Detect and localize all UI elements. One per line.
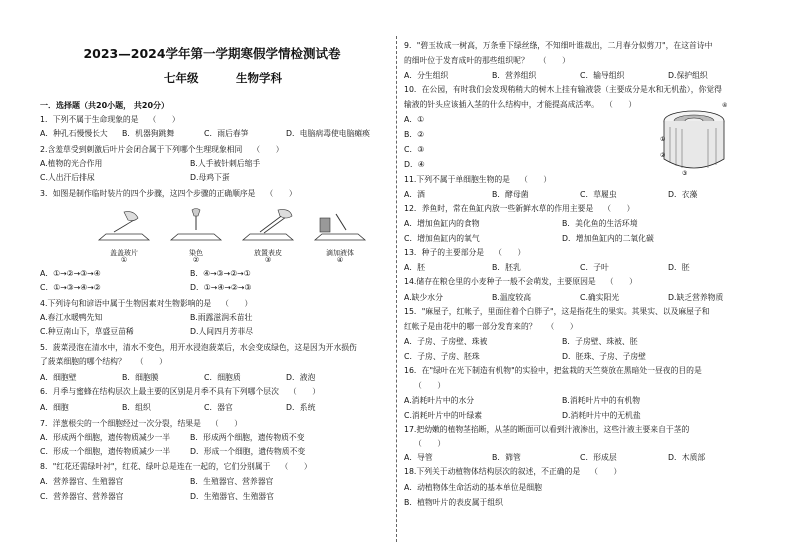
- column-divider: [396, 36, 397, 542]
- answer-option[interactable]: C.人出汗后排尿: [40, 173, 95, 182]
- answer-options: [40, 446, 390, 457]
- answer-option[interactable]: B．细胞膜: [122, 373, 159, 382]
- answer-option[interactable]: D．形成一个细胞，遗传物质不变: [190, 447, 306, 456]
- question-text: 8．"红花还需绿叶衬"，红花、绿叶总是连在一起的，它们分别属于: [40, 462, 271, 471]
- answer-blank: （ ）: [546, 322, 578, 331]
- answer-blank: （ ）: [519, 175, 552, 184]
- answer-blank: （ ）: [605, 277, 637, 286]
- answer-option[interactable]: D.母鸡下蛋: [190, 173, 230, 182]
- question-stem: [40, 188, 390, 199]
- answer-blank: （ ）: [280, 462, 312, 471]
- answer-options: [404, 70, 780, 81]
- cover-slip-icon: [94, 208, 154, 248]
- answer-option[interactable]: B．组织: [122, 403, 151, 412]
- answer-option[interactable]: A．营养器官、生殖器官: [40, 477, 124, 486]
- answer-option[interactable]: C．草履虫: [580, 190, 617, 199]
- answer-option[interactable]: A.春江水暖鸭先知: [40, 313, 103, 322]
- answer-option[interactable]: B．胚乳: [492, 263, 521, 272]
- stem-cross-section-diagram: [660, 101, 732, 177]
- answer-option[interactable]: A．分生组织: [404, 71, 449, 80]
- answer-options: [40, 128, 390, 139]
- answer-option[interactable]: C．③: [404, 145, 425, 154]
- answer-option[interactable]: D．④: [404, 160, 425, 169]
- answer-options: [404, 189, 780, 200]
- left-column: [34, 0, 390, 550]
- answer-option[interactable]: D．液泡: [286, 373, 316, 382]
- answer-option[interactable]: A．细胞壁: [40, 373, 77, 382]
- answer-options: [40, 282, 390, 293]
- question-text: 15．"麻屋子，红帐子，里面住着个白胖子"，这是指花生的果实。其果实、以及麻屋子和: [404, 307, 710, 316]
- answer-blank: （ ）: [288, 387, 321, 396]
- answer-options: [404, 262, 780, 273]
- question-stem: [404, 380, 780, 391]
- answer-options: [404, 233, 780, 244]
- answer-options: [40, 158, 390, 169]
- answer-option[interactable]: D．胚珠、子房、子房壁: [562, 352, 646, 361]
- figure-step: 盖盖玻片 ①: [94, 208, 154, 264]
- answer-option[interactable]: C.消耗叶片中的叶绿素: [404, 411, 483, 420]
- answer-option[interactable]: C．雨后春笋: [204, 129, 249, 138]
- answer-option[interactable]: A．形成两个细胞，遗传物质减少一半: [40, 433, 171, 442]
- answer-option[interactable]: B．美化鱼的生活环境: [562, 219, 638, 228]
- question-text: 10．在公园，有时我们会发现稍稍大的树木上挂有输液袋（主要成分是水和无机盐），你觉得: [404, 85, 722, 94]
- question-stem: [40, 342, 390, 353]
- question-text: 红帐子是由花中的哪一部分发育来的？: [404, 322, 537, 331]
- dropper-icon: [310, 208, 370, 248]
- answer-blank: （ ）: [252, 145, 284, 154]
- question-text: 12．养鱼时，常在鱼缸内放一些新鲜水草的作用主要是: [404, 204, 594, 213]
- answer-options: [404, 410, 780, 421]
- answer-option[interactable]: B.消耗叶片中的有机物: [562, 396, 640, 405]
- answer-option[interactable]: D．木质部: [668, 453, 706, 462]
- answer-options: [40, 491, 390, 502]
- right-column: [404, 0, 780, 550]
- question-text: 2.含羞草受到刺激后叶片会闭合属于下列哪个生理现象相同: [40, 145, 243, 154]
- answer-option[interactable]: B.人手被针刺后缩手: [190, 159, 261, 168]
- question-text: 6．月季与蜜蜂在结构层次上最主要的区别是月季不具有下列哪个层次: [40, 387, 279, 396]
- question-stem: [404, 276, 780, 287]
- answer-option[interactable]: A.缺少水分: [404, 293, 443, 302]
- answer-options: [40, 402, 390, 413]
- subject-label: 生物学科: [236, 71, 282, 85]
- figure-step: 滴加液体 ④: [310, 208, 370, 264]
- question-stem: [404, 424, 780, 435]
- answer-options: [404, 395, 780, 406]
- answer-option[interactable]: A．子房、子房壁、珠被: [404, 337, 488, 346]
- answer-blank: （ ）: [265, 189, 297, 198]
- answer-option[interactable]: A．增加鱼缸内的食物: [404, 219, 480, 228]
- answer-blank: （ ）: [538, 56, 570, 65]
- answer-blank: （ ）: [590, 467, 622, 476]
- answer-options: [404, 218, 780, 229]
- answer-option[interactable]: B．机器狗跳舞: [122, 129, 175, 138]
- answer-option[interactable]: A．动植物体生命活动的基本单位是细胞: [404, 483, 542, 492]
- answer-options: [404, 292, 780, 303]
- question-stem: [404, 466, 780, 477]
- answer-option[interactable]: B．酵母菌: [492, 190, 529, 199]
- question-stem: [40, 298, 390, 309]
- answer-option[interactable]: A．导管: [404, 453, 433, 462]
- answer-option[interactable]: C．器官: [204, 403, 233, 412]
- question-stem: [40, 461, 390, 472]
- question-text: 9．"碧玉妆成一树高，万条垂下绿丝绦，不知细叶谁裁出，二月春分似剪刀"，在这首诗中: [404, 41, 713, 50]
- answer-option[interactable]: D.人间四月芳菲尽: [190, 327, 254, 336]
- answer-option[interactable]: B．子房壁、珠被、胚: [562, 337, 638, 346]
- answer-blank: （ ）: [148, 115, 180, 124]
- answer-options: [404, 482, 780, 493]
- question-stem: [404, 84, 780, 95]
- question-stem: [404, 365, 780, 376]
- answer-option[interactable]: B.雨露滋润禾苗壮: [190, 313, 253, 322]
- answer-options: [40, 326, 390, 337]
- answer-options: [404, 336, 780, 347]
- question-stem: [40, 418, 390, 429]
- answer-options: [40, 432, 390, 443]
- exam-title: 2023—2024学年第一学期寒假学情检测试卷: [83, 46, 341, 61]
- question-stem: [404, 321, 780, 332]
- answer-option[interactable]: A．①: [404, 115, 425, 124]
- answer-option[interactable]: C．形成层: [580, 453, 617, 462]
- question-stem: [404, 55, 780, 66]
- answer-option[interactable]: B．营养组织: [492, 71, 537, 80]
- answer-option[interactable]: D.消耗叶片中的无机盐: [562, 411, 641, 420]
- answer-option[interactable]: A．酒: [404, 190, 425, 199]
- question-text: 13．种子的主要部分是: [404, 248, 485, 257]
- answer-option[interactable]: B．筛管: [492, 453, 521, 462]
- stem-label: ②: [660, 152, 666, 159]
- answer-option[interactable]: B.温度较高: [492, 293, 532, 302]
- question-text: 的细叶位于发育成叶的那些组织呢？: [404, 56, 529, 65]
- answer-options: [404, 452, 780, 463]
- answer-option[interactable]: B．植物叶片的表皮属于组织: [404, 498, 503, 507]
- answer-option[interactable]: D．生殖器官、生殖器官: [190, 492, 274, 501]
- question-text: 输液的针头应该插入茎的什么结构中，才能提高成活率。: [404, 100, 599, 109]
- question-text: 7．洋葱根尖的一个细胞经过一次分裂，结果是: [40, 419, 201, 428]
- question-text: 4.下列诗句和谚语中属于生物因素对生物影响的是: [40, 299, 212, 308]
- answer-blank: （ ）: [603, 204, 635, 213]
- answer-option[interactable]: B．形成两个细胞，遗传物质不变: [190, 433, 305, 442]
- answer-option[interactable]: D.保护组织: [668, 71, 708, 80]
- question-stem: [40, 114, 390, 125]
- question-stem: [404, 306, 780, 317]
- answer-option[interactable]: D.缺乏营养物质: [668, 293, 724, 302]
- answer-option[interactable]: D．①→④→②→③: [190, 283, 252, 292]
- answer-options: [40, 476, 390, 487]
- answer-blank: （ ）: [221, 299, 253, 308]
- answer-option[interactable]: A.植物的光合作用: [40, 159, 103, 168]
- answer-blank: （ ）: [210, 419, 243, 428]
- answer-option[interactable]: B．④→③→②→①: [190, 269, 251, 278]
- answer-option[interactable]: C．细胞质: [204, 373, 241, 382]
- question-text: 17.把幼嫩的植物茎掐断，从茎的断面可以看到汁液渗出，这些汁液主要来自于茎的: [404, 425, 690, 434]
- answer-option[interactable]: D．电脑病毒使电脑瘫痪: [286, 129, 370, 138]
- answer-options: [40, 172, 390, 183]
- answer-option[interactable]: A．胚: [404, 263, 425, 272]
- answer-option[interactable]: B．②: [404, 130, 425, 139]
- question-text: 11.下列不属于单细胞生物的是: [404, 175, 510, 184]
- answer-options: [404, 497, 780, 508]
- question-stem: [404, 438, 780, 449]
- answer-option[interactable]: D．衣藻: [668, 190, 698, 199]
- answer-option[interactable]: B．生殖器官、营养器官: [190, 477, 274, 486]
- question-stem: [404, 247, 780, 258]
- question-stem: [404, 40, 780, 51]
- answer-option[interactable]: C．子房、子房、胚珠: [404, 352, 480, 361]
- question-stem: [40, 386, 390, 397]
- grade-label: 七年级: [164, 71, 199, 85]
- answer-blank: （ ）: [494, 248, 526, 257]
- stem-label: ①: [660, 136, 666, 143]
- answer-option[interactable]: D．胚: [668, 263, 690, 272]
- question-text: 3．如图是制作临时装片的四个步骤，这四个步骤的正确顺序是: [40, 189, 256, 198]
- question-text: 了菠菜细胞的哪个结构？: [40, 357, 126, 366]
- question-stem: [404, 203, 780, 214]
- figure-step: 染色 ②: [166, 208, 226, 264]
- answer-option[interactable]: C．子叶: [580, 263, 609, 272]
- section-heading: 一．选择题（共20小题， 共20分）: [40, 101, 170, 110]
- answer-blank: （ ）: [414, 381, 446, 390]
- answer-option[interactable]: C．输导组织: [580, 71, 625, 80]
- tweezers-icon: [238, 208, 298, 248]
- question-text: 1．下列不属于生命现象的是: [40, 115, 139, 124]
- answer-blank: （ ）: [608, 100, 637, 109]
- answer-options: [40, 312, 390, 323]
- question-stem: [40, 356, 390, 367]
- question-text: 14.储存在粮仓里的小麦种子一般不会萌发，主要原因是: [404, 277, 596, 286]
- answer-option[interactable]: C.确实阳光: [580, 293, 620, 302]
- answer-option[interactable]: C．增加鱼缸内的氧气: [404, 234, 480, 243]
- question-text: 16．在"绿叶在光下制造有机物"的实验中，把盆栽的天竺葵放在黑暗处一昼夜的目的是: [404, 366, 702, 375]
- answer-option[interactable]: C.种豆南山下，草盛豆苗稀: [40, 327, 134, 336]
- figure-step: 放置表皮 ③: [238, 208, 298, 264]
- answer-option[interactable]: A.消耗叶片中的水分: [404, 396, 475, 405]
- slide-steps-figure: [94, 208, 394, 264]
- answer-blank: （ ）: [135, 357, 167, 366]
- answer-option[interactable]: A．①→②→③→④: [40, 269, 101, 278]
- answer-blank: （ ）: [414, 439, 446, 448]
- answer-option[interactable]: C．营养器官、营养器官: [40, 492, 124, 501]
- answer-options: [40, 372, 390, 383]
- answer-options: [40, 268, 390, 279]
- question-stem: [40, 144, 390, 155]
- answer-option[interactable]: C．形成一个细胞，遗传物质减少一半: [40, 447, 171, 456]
- answer-option[interactable]: D．系统: [286, 403, 316, 412]
- answer-options: [404, 351, 780, 362]
- answer-option[interactable]: D．增加鱼缸内的二氧化碳: [562, 234, 654, 243]
- question-text: 5．菠菜浸泡在清水中，清水不变色，用开水浸泡菠菜后，水会变成绿色，这是因为开水损伤: [40, 343, 357, 352]
- answer-option[interactable]: C．①→③→④→②: [40, 283, 101, 292]
- stain-icon: [166, 208, 226, 248]
- stem-label: ④: [722, 102, 728, 109]
- answer-option[interactable]: A．种孔石慢慢长大: [40, 129, 108, 138]
- answer-option[interactable]: A．细胞: [40, 403, 69, 412]
- stem-label: ③: [682, 170, 688, 177]
- question-text: 18.下列关于动植物体结构层次的叙述，不正确的是: [404, 467, 581, 476]
